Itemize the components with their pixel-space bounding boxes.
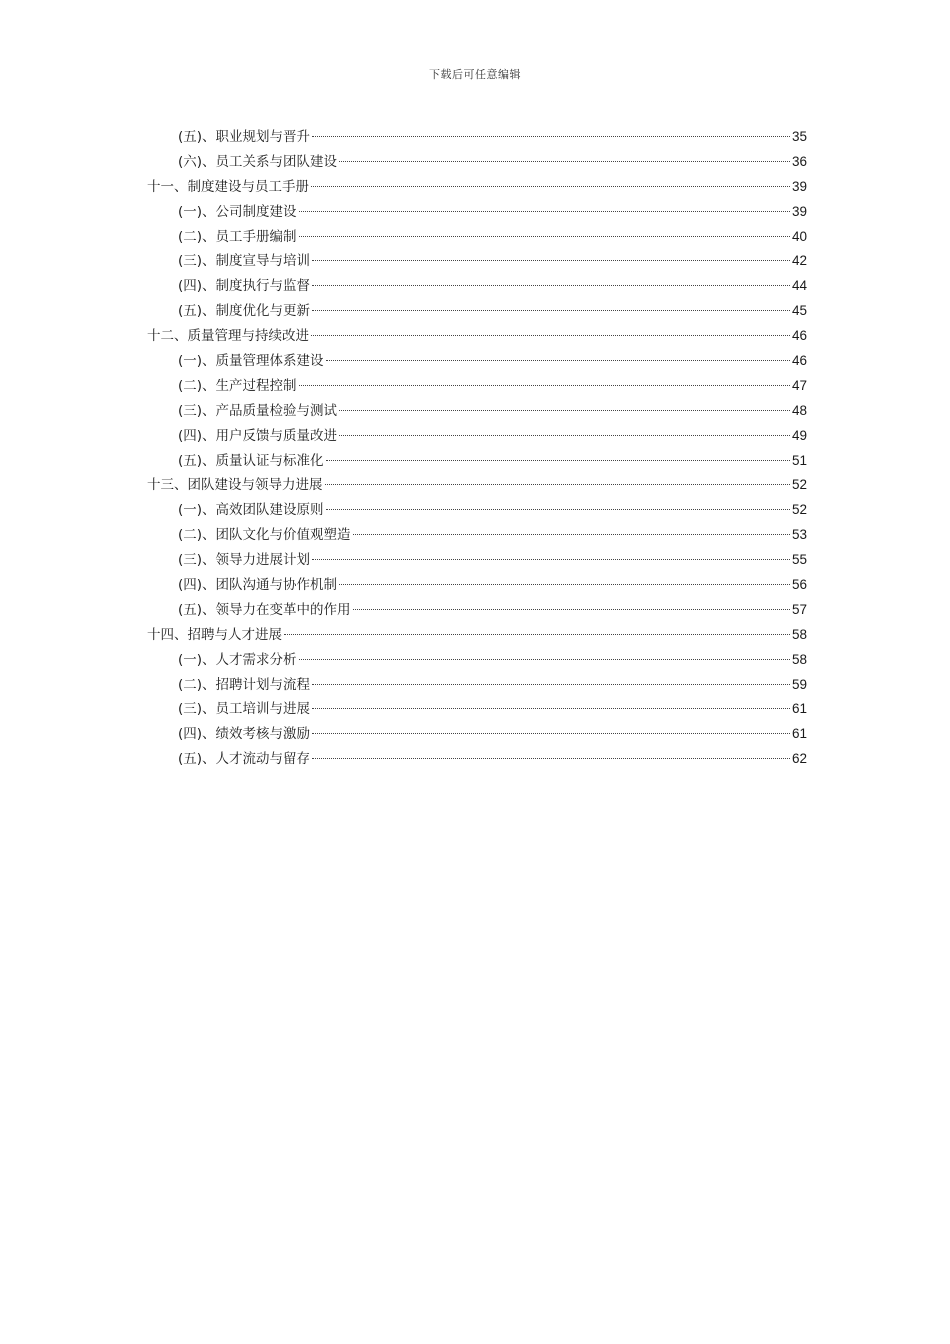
toc-entry-page-number: 51 bbox=[791, 452, 807, 468]
toc-dot-leader bbox=[284, 634, 790, 635]
toc-entry-title: (三)、产品质量检验与测试 bbox=[178, 402, 338, 419]
toc-chapter-entry[interactable] bbox=[147, 324, 807, 349]
toc-section-entry[interactable] bbox=[147, 299, 807, 324]
toc-section-entry[interactable] bbox=[147, 200, 807, 225]
toc-entry-page-number: 46 bbox=[791, 353, 807, 369]
toc-entry-title: (五)、领导力在变革中的作用 bbox=[178, 601, 351, 618]
toc-entry-page-number: 36 bbox=[791, 153, 807, 169]
toc-section-entry[interactable] bbox=[147, 697, 807, 722]
toc-section-entry[interactable] bbox=[147, 125, 807, 150]
toc-entry-title: (四)、团队沟通与协作机制 bbox=[178, 577, 338, 594]
toc-entry-title: (三)、制度宣导与培训 bbox=[178, 253, 311, 270]
toc-dot-leader bbox=[326, 509, 790, 510]
toc-entry-title: 十一、制度建设与员工手册 bbox=[147, 178, 309, 195]
toc-dot-leader bbox=[312, 708, 790, 709]
toc-entry-page-number: 47 bbox=[791, 377, 807, 393]
toc-chapter-entry[interactable] bbox=[147, 473, 807, 498]
toc-entry-title: (二)、生产过程控制 bbox=[178, 377, 297, 394]
toc-entry-page-number: 40 bbox=[791, 228, 807, 244]
toc-dot-leader bbox=[312, 136, 790, 137]
toc-entry-title: (五)、职业规划与晋升 bbox=[178, 129, 311, 145]
toc-entry-page-number: 53 bbox=[791, 527, 807, 543]
page-header: 下载后可任意编辑 bbox=[429, 68, 521, 81]
toc-dot-leader bbox=[312, 559, 790, 560]
toc-section-entry[interactable] bbox=[147, 424, 807, 449]
toc-entry-page-number: 62 bbox=[791, 751, 807, 767]
toc-dot-leader bbox=[299, 236, 790, 237]
toc-entry-title: (六)、员工关系与团队建设 bbox=[178, 153, 338, 170]
toc-entry-title: (三)、领导力进展计划 bbox=[178, 552, 311, 569]
toc-entry-page-number: 46 bbox=[791, 328, 807, 344]
toc-section-entry[interactable] bbox=[147, 722, 807, 747]
toc-dot-leader bbox=[299, 659, 790, 660]
toc-entry-title: (五)、人才流动与留存 bbox=[178, 751, 311, 768]
toc-entry-page-number: 56 bbox=[791, 577, 807, 593]
toc-entry-page-number: 49 bbox=[791, 427, 807, 443]
toc-entry-page-number: 58 bbox=[791, 626, 807, 642]
toc-section-entry[interactable] bbox=[147, 648, 807, 673]
toc-dot-leader bbox=[339, 435, 790, 436]
toc-section-entry[interactable] bbox=[147, 399, 807, 424]
toc-dot-leader bbox=[339, 584, 790, 585]
toc-entry-title: (二)、招聘计划与流程 bbox=[178, 676, 311, 693]
toc-dot-leader bbox=[312, 758, 790, 759]
toc-section-entry[interactable] bbox=[147, 598, 807, 623]
toc-entry-title: (四)、用户反馈与质量改进 bbox=[178, 427, 338, 444]
toc-dot-leader bbox=[312, 733, 790, 734]
toc-dot-leader bbox=[311, 186, 790, 187]
toc-dot-leader bbox=[312, 684, 790, 685]
toc-entry-page-number: 35 bbox=[791, 129, 807, 144]
toc-section-entry[interactable] bbox=[147, 349, 807, 374]
toc-entry-page-number: 39 bbox=[791, 178, 807, 194]
toc-entry-title: (五)、质量认证与标准化 bbox=[178, 452, 324, 469]
toc-entry-page-number: 44 bbox=[791, 278, 807, 294]
toc-section-entry[interactable] bbox=[147, 523, 807, 548]
toc-dot-leader bbox=[353, 609, 790, 610]
toc-entry-title: (四)、绩效考核与激励 bbox=[178, 726, 311, 743]
toc-entry-page-number: 59 bbox=[791, 676, 807, 692]
toc-dot-leader bbox=[312, 260, 790, 261]
toc-section-entry[interactable] bbox=[147, 374, 807, 399]
toc-entry-title: (三)、员工培训与进展 bbox=[178, 701, 311, 718]
toc-dot-leader bbox=[312, 285, 790, 286]
toc-entry-page-number: 48 bbox=[791, 402, 807, 418]
toc-dot-leader bbox=[339, 161, 790, 162]
toc-section-entry[interactable] bbox=[147, 449, 807, 474]
toc-entry-page-number: 52 bbox=[791, 477, 807, 493]
toc-entry-title: 十四、招聘与人才进展 bbox=[147, 626, 282, 643]
toc-entry-page-number: 61 bbox=[791, 726, 807, 742]
toc-section-entry[interactable] bbox=[147, 498, 807, 523]
table-of-contents bbox=[147, 125, 807, 772]
toc-dot-leader bbox=[353, 534, 790, 535]
toc-section-entry[interactable] bbox=[147, 249, 807, 274]
toc-section-entry[interactable] bbox=[147, 150, 807, 175]
toc-entry-title: (五)、制度优化与更新 bbox=[178, 303, 311, 320]
toc-dot-leader bbox=[299, 385, 790, 386]
toc-entry-title: (一)、人才需求分析 bbox=[178, 651, 297, 668]
toc-section-entry[interactable] bbox=[147, 747, 807, 772]
toc-entry-title: 十二、质量管理与持续改进 bbox=[147, 328, 309, 345]
toc-section-entry[interactable] bbox=[147, 548, 807, 573]
toc-entry-title: (一)、公司制度建设 bbox=[178, 203, 297, 220]
toc-chapter-entry[interactable] bbox=[147, 623, 807, 648]
toc-dot-leader bbox=[311, 335, 790, 336]
toc-dot-leader bbox=[326, 460, 790, 461]
toc-entry-page-number: 61 bbox=[791, 701, 807, 717]
toc-entry-title: (二)、员工手册编制 bbox=[178, 228, 297, 245]
toc-entry-title: (一)、高效团队建设原则 bbox=[178, 502, 324, 519]
toc-entry-page-number: 42 bbox=[791, 253, 807, 269]
toc-dot-leader bbox=[312, 310, 790, 311]
toc-entry-page-number: 55 bbox=[791, 552, 807, 568]
toc-entry-title: (一)、质量管理体系建设 bbox=[178, 353, 324, 370]
toc-entry-page-number: 45 bbox=[791, 303, 807, 319]
toc-entry-page-number: 58 bbox=[791, 651, 807, 667]
toc-entry-page-number: 39 bbox=[791, 203, 807, 219]
toc-dot-leader bbox=[339, 410, 790, 411]
toc-section-entry[interactable] bbox=[147, 274, 807, 299]
toc-section-entry[interactable] bbox=[147, 573, 807, 598]
toc-entry-title: (四)、制度执行与监督 bbox=[178, 278, 311, 295]
toc-entry-page-number: 57 bbox=[791, 601, 807, 617]
toc-dot-leader bbox=[299, 211, 790, 212]
toc-entry-page-number: 52 bbox=[791, 502, 807, 518]
toc-section-entry[interactable] bbox=[147, 673, 807, 698]
toc-entry-title: 十三、团队建设与领导力进展 bbox=[147, 477, 323, 494]
toc-dot-leader bbox=[326, 360, 790, 361]
toc-entry-title: (二)、团队文化与价值观塑造 bbox=[178, 527, 351, 544]
toc-dot-leader bbox=[325, 484, 790, 485]
toc-chapter-entry[interactable] bbox=[147, 175, 807, 200]
toc-section-entry[interactable] bbox=[147, 225, 807, 250]
